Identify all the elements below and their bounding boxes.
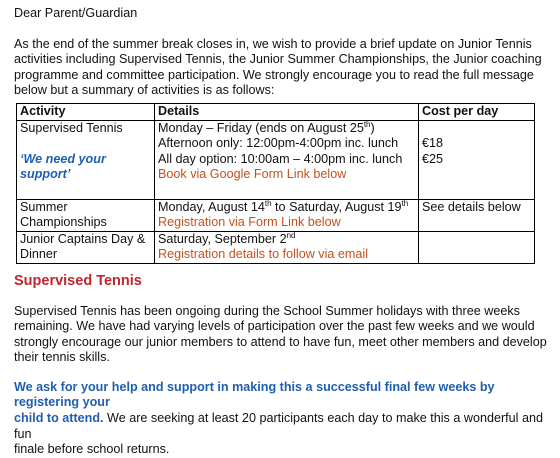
activity-name: Supervised Tennis <box>20 120 123 135</box>
table-row <box>17 231 535 263</box>
intro-line: below but a summary of activities is as follows: <box>14 83 275 98</box>
registration-link-text: Registration via Form Link below <box>158 215 341 230</box>
cost-cell: See details below <box>419 199 535 231</box>
intro-paragraph <box>14 37 550 99</box>
details-cell <box>155 199 419 231</box>
supervised-tennis-paragraph: Supervised Tennis has been ongoing during the School Summer holidays with three weeks remaining. We have had varying levels of participation over the past few weeks and we would strongly encourage our junior members to attend to have fun, meet other members and develop their tennis skills. <box>14 303 547 365</box>
intro-line: activities including Supervised Tennis, the Junior Summer Championships, the Junior coaching <box>14 52 542 67</box>
details-cell <box>155 120 419 199</box>
support-request: We ask for your help and support in making this a successful final few weeks by registering your <box>14 379 495 410</box>
activity-cell: Junior Captains Day & Dinner <box>17 231 155 263</box>
registration-note: Registration details to follow via email <box>158 247 368 262</box>
table-row <box>17 199 535 231</box>
intro-line: As the end of the summer break closes in, we wish to provide a brief update on Junior Tennis <box>14 36 532 51</box>
details-dates: Monday – Friday (ends on August 25th) <box>158 119 375 135</box>
header-activity: Activity <box>17 103 155 120</box>
details-afternoon: Afternoon only: 12:00pm-4:00pm inc. lunch <box>158 136 399 151</box>
activity-cell: Summer Championships <box>17 199 155 231</box>
support-note: ‘We need your support’ <box>20 151 106 182</box>
cost-afternoon: €18 <box>422 136 444 151</box>
intro-line: programme and committee participation. We strongly encourage you to read the full message <box>14 67 534 82</box>
details-cell <box>155 231 419 263</box>
details-dates: Monday, August 14th to Saturday, August 19th <box>158 198 409 214</box>
activity-cell <box>17 120 155 199</box>
salutation: Dear Parent/Guardian <box>14 6 138 20</box>
cost-cell <box>419 231 535 263</box>
booking-link-text: Book via Google Form Link below <box>158 167 347 182</box>
section-heading: Supervised Tennis <box>14 272 142 289</box>
cost-cell <box>419 120 535 199</box>
details-dates: Saturday, September 2nd <box>158 230 296 246</box>
support-paragraph: We ask for your help and support in making this a successful final few weeks by registering your child to attend. We are seeking at least 20 participants each day to make this a wonderful and fun finale before school returns. <box>14 380 550 458</box>
table-row <box>17 120 535 199</box>
table-header-row <box>17 103 535 120</box>
cost-all-day: €25 <box>422 151 444 166</box>
activities-table <box>16 103 535 264</box>
header-details: Details <box>155 103 419 120</box>
details-all-day: All day option: 10:00am – 4:00pm inc. lunch <box>158 151 403 166</box>
header-cost: Cost per day <box>419 103 535 120</box>
